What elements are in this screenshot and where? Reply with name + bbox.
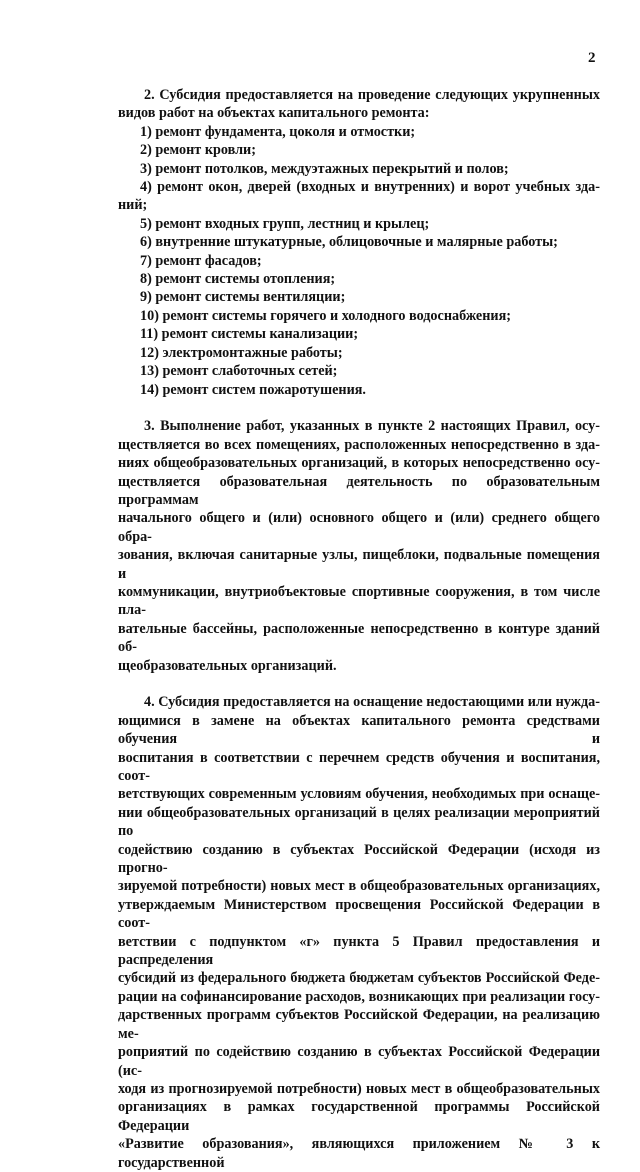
list-item: 12) электромонтажные работы; [140, 344, 343, 361]
section-4-line: ющимися в замене на объектах капитального ремонта средствами обучения и [118, 712, 600, 748]
section-4-line: нии общеобразовательных организаций в целях реализации мероприятий по [118, 804, 600, 840]
list-item: 13) ремонт слаботочных сетей; [140, 363, 338, 380]
section-2-line-1: 2. Субсидия предоставляется на проведение следующих укрупненных [144, 87, 600, 103]
section-3-line: 3. Выполнение работ, указанных в пункте 2 настоящих Правил, осу- [144, 418, 600, 435]
list-item: 4) ремонт окон, дверей (входных и внутренних) и ворот учебных зда- [140, 179, 600, 196]
section-3-line: зования, включая санитарные узлы, пищеблоки, подвальные помещения и [118, 547, 600, 582]
section-4-line: ветствующих современным условиям обучения, необходимых при оснаще- [118, 786, 600, 803]
section-4-line: содействию созданию в субъектах Российской Федерации (исходя из прогно- [118, 841, 600, 877]
section-3-line: начального общего и (или) основного общего и (или) среднего общего обра- [118, 510, 600, 545]
section-4-line: ходя из прогнозируемой потребности) новых мест в общеобразовательных [118, 1080, 600, 1097]
section-3-line: ществляется образовательная деятельность по образовательным программам [118, 473, 600, 508]
paragraph-gap [118, 675, 600, 693]
section-4-line: утверждаемым Министерством просвещения Российской Федерации в соот- [118, 896, 600, 932]
list-item: 3) ремонт потолков, междуэтажных перекрытий и полов; [140, 160, 509, 177]
list-item: 14) ремонт систем пожаротушения. [140, 381, 366, 398]
list-item-continuation: ний; [118, 197, 148, 214]
section-4-line: зируемой потребности) новых мест в общеобразовательных организациях, [118, 878, 600, 895]
list-item: 9) ремонт системы вентиляции; [140, 289, 346, 306]
section-4-line: дарственных программ субъектов Российской Федерации, на реализацию ме- [118, 1007, 600, 1042]
section-4-line: организациях в рамках государственной программы Российской Федерации [118, 1099, 600, 1134]
section-4-line: роприятий по содействию созданию в субъектах Российской Федерации (ис- [118, 1044, 600, 1079]
list-item: 8) ремонт системы отопления; [140, 271, 336, 288]
list-item: 2) ремонт кровли; [140, 142, 256, 159]
section-3-line: щеобразовательных организаций. [118, 657, 337, 674]
section-3-line: вательные бассейны, расположенные непосредственно в контуре зданий об- [118, 620, 600, 656]
section-3-line: коммуникации, внутриобъектовые спортивные сооружения, в том числе пла- [118, 583, 600, 619]
list-item: 5) ремонт входных групп, лестниц и крылец; [140, 215, 430, 232]
section-2-line-2: видов работ на объектах капитального ремонта: [118, 105, 430, 122]
list-item: 11) ремонт системы канализации; [140, 326, 359, 343]
document-body [118, 86, 600, 1172]
list-item: 6) внутренние штукатурные, облицовочные и малярные работы; [140, 234, 558, 251]
page-number: 2 [588, 50, 596, 66]
section-4-line: 4. Субсидия предоставляется на оснащение недостающими или нужда- [144, 694, 600, 711]
section-4-line: субсидий из федерального бюджета бюджетам субъектов Российской Феде- [118, 970, 600, 987]
list-item: 10) ремонт системы горячего и холодного водоснабжения; [140, 307, 511, 324]
section-4-line: ветствии с подпунктом «г» пункта 5 Правил предоставления и распределения [118, 933, 600, 969]
list-item: 7) ремонт фасадов; [140, 252, 262, 269]
section-4-line: рации на софинансирование расходов, возникающих при реализации госу- [118, 988, 600, 1005]
section-3-line: ниях общеобразовательных организаций, в которых непосредственно осу- [118, 455, 600, 472]
paragraph-gap [118, 399, 600, 417]
section-4-line: воспитания в соответствии с перечнем средств обучения и воспитания, соот- [118, 749, 600, 784]
section-3-line: ществляется во всех помещениях, расположенных непосредственно в зда- [118, 436, 600, 453]
list-item: 1) ремонт фундамента, цоколя и отмостки; [140, 123, 416, 140]
section-4-line: «Развитие образования», являющихся приложением № 3 к государственной [118, 1136, 600, 1171]
